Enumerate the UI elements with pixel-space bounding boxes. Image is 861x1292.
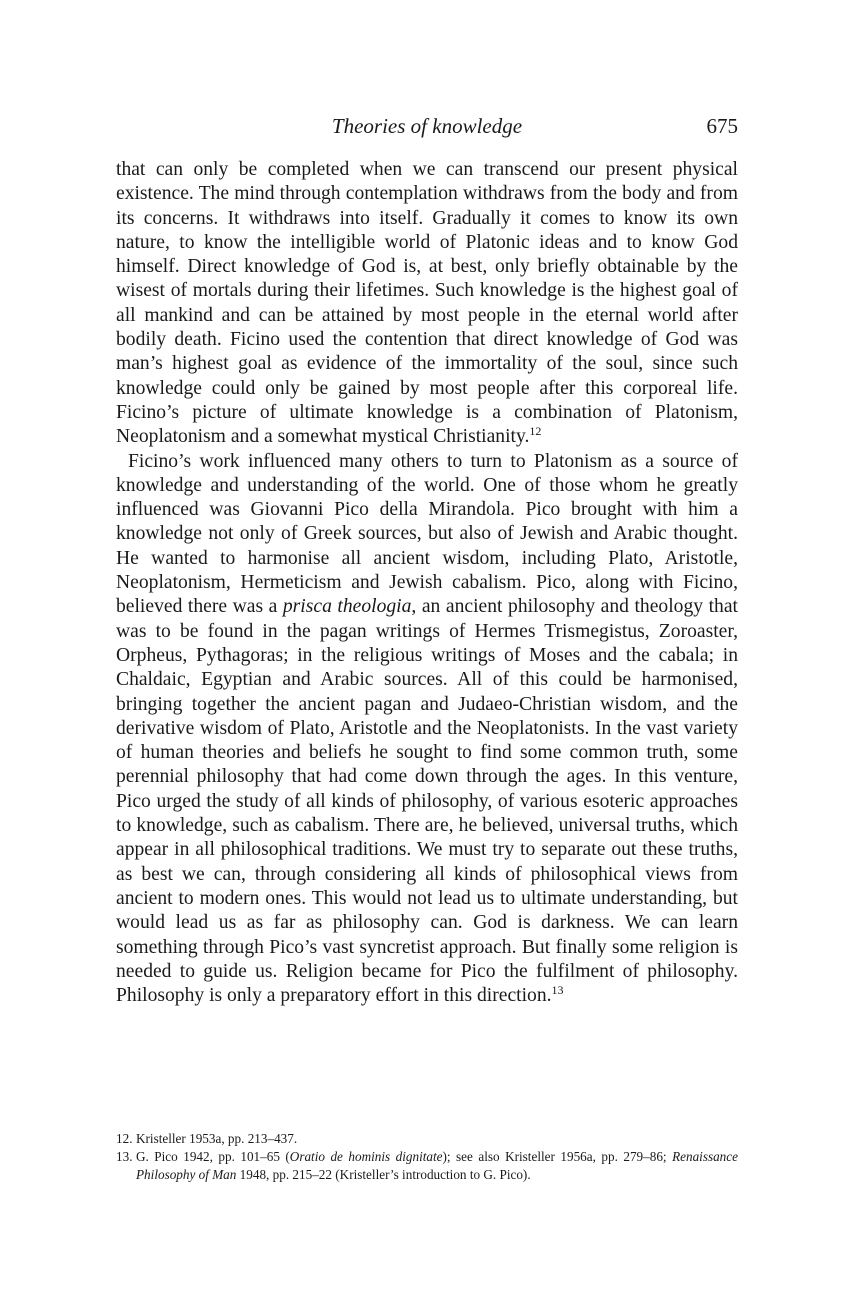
main-text	[116, 158, 738, 1008]
page-number: 675	[706, 114, 738, 138]
footnote-ref-12: 12	[529, 424, 542, 439]
footnote-text: G. Pico 1942, pp. 101–65 (	[136, 1149, 290, 1164]
footnote-12	[116, 1130, 738, 1148]
running-header	[116, 112, 738, 142]
footnote-ref-13: 13	[551, 983, 564, 998]
paragraph-text: that can only be completed when we can transcend our present physical existence. The mind through contemplation withdraws from the body and from its concerns. It withdraws into itself. Gradually it comes to know its own nature, to know the intelligible world of Platonic ideas and to know God himself. Direct knowledge of God is, at best, only briefly obtainable by the wisest of mortals during their lifetimes. Such knowledge is the highest goal of all mankind and can be attained by most people in the eternal world after bodily death. Ficino used the contention that direct knowledge of God was man’s highest goal as evidence of the immortality of the soul, since such knowledge could only be gained by most people after this corporeal life. Ficino’s picture of ultimate knowledge is a combination of Platonism, Neoplatonism and a somewhat mystical Christianity.	[116, 159, 738, 448]
paragraph-1	[116, 158, 738, 450]
footnote-text: ); see also Kristeller 1956a, pp. 279–86;	[442, 1149, 673, 1164]
italic-term: prisca theologia	[282, 596, 412, 618]
paragraph-text: Ficino’s work influenced many others to turn to Platonism as a source of knowledge and understanding of the world. One of those whom he greatly influenced was Giovanni Pico della Mirandola. Pico brought with him a knowledge not only of Greek sources, but also of Jewish and Arabic thought. He wanted to harmonise all ancient wisdom, including Plato, Aristotle, Neoplatonism, Hermeticism and Jewish cabalism. Pico, along with Ficino, believed there was a	[116, 450, 738, 618]
footnote-text: Kristeller 1953a, pp. 213–437.	[136, 1131, 298, 1146]
paragraph-text: , an ancient philosophy and theology that was to be found in the pagan writings of Hermes Trismegistus, Zoroaster, Orpheus, Pythagoras; in the religious writings of Moses and the cabala; in Chaldaic, Egyptian and Arabic sources. All of this could be harmonised, bringing together the ancient pagan and Judaeo-Christian wisdom, and the derivative wisdom of Plato, Aristotle and the Neoplatonists. In the vast variety of human theories and beliefs he sought to find some common truth, some perennial philosophy that had come down through the ages. In this venture, Pico urged the study of all kinds of philosophy, of various esoteric approaches to knowledge, such as cabalism. There are, he believed, universal truths, which appear in all philosophical traditions. We must try to separate out these truths, as best we can, through considering all kinds of philosophical views from ancient to modern ones. This would not lead us to ultimate understanding, but would lead us as far as philosophy can. God is darkness. We can learn something through Pico’s vast syncretist approach. But finally some religion is needed to guide us. Religion became for Pico the fulfilment of philosophy. Philosophy is only a preparatory effort in this direction.	[116, 596, 738, 1007]
footnotes	[116, 1130, 738, 1184]
footnote-number: 13.	[116, 1149, 133, 1164]
paragraph-2	[116, 450, 738, 1009]
footnote-text: 1948, pp. 215–22 (Kristeller’s introduction to G. Pico).	[236, 1167, 531, 1182]
italic-title: Renaissance Philosophy of Man	[136, 1149, 738, 1182]
footnote-number: 12.	[116, 1131, 133, 1146]
italic-title: Oratio de hominis dignitate	[289, 1149, 443, 1164]
running-title: Theories of knowledge	[331, 114, 523, 138]
footnote-13	[116, 1148, 738, 1184]
